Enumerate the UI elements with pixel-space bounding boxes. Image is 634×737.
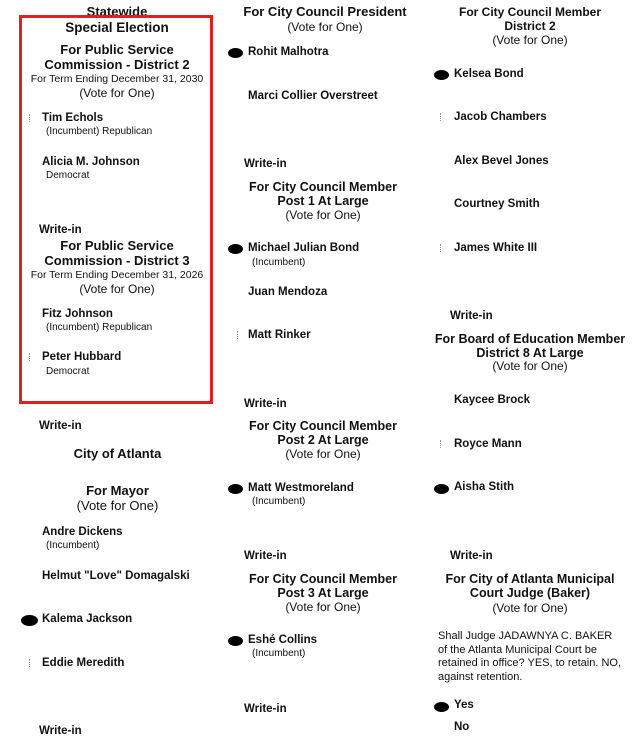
council-president-vote-for-one: (Vote for One) (287, 20, 363, 34)
judge-vote-for-one: (Vote for One) (492, 601, 568, 615)
write-in-label: Write-in (450, 550, 493, 562)
mayor-title: For Mayor (86, 483, 149, 498)
candidate-name: Alex Bevel Jones (454, 155, 549, 167)
candidate-name: Alicia M. Johnson (42, 156, 140, 168)
judge-title-line2: Court Judge (Baker) (469, 586, 591, 600)
write-in-label: Write-in (39, 420, 82, 432)
candidate-note: (Incumbent) (252, 648, 306, 659)
option-yes: Yes (454, 699, 474, 711)
post2-title-line2: Post 2 At Large (277, 433, 369, 447)
write-in-label: Write-in (244, 398, 287, 410)
statewide-heading: Statewide (86, 4, 148, 19)
vote-oval-filled[interactable] (434, 70, 449, 80)
candidate-name: Kelsea Bond (454, 68, 524, 80)
vote-oval[interactable] (29, 659, 32, 667)
post2-title-line1: For City Council Member (249, 419, 397, 433)
candidate-name: Michael Julian Bond (248, 242, 360, 254)
vote-oval[interactable] (440, 113, 443, 121)
vote-oval[interactable] (237, 331, 240, 339)
vote-oval-filled[interactable] (434, 702, 449, 712)
vote-oval[interactable] (440, 440, 443, 448)
post2-vote-for-one: (Vote for One) (285, 447, 361, 461)
psc2-title-line2: Commission - District 2 (44, 57, 190, 72)
candidate-name: Kaycee Brock (454, 394, 531, 406)
post1-title-line2: Post 1 At Large (277, 194, 369, 208)
write-in-label: Write-in (244, 703, 287, 715)
write-in-label: Write-in (244, 158, 287, 170)
post3-vote-for-one: (Vote for One) (285, 600, 361, 614)
candidate-name: Kalema Jackson (42, 613, 133, 625)
candidate-note: (Incumbent) Republican (46, 126, 153, 137)
education-vote-for-one: (Vote for One) (492, 359, 568, 373)
post1-title-line1: For City Council Member (249, 180, 397, 194)
psc3-term: For Term Ending December 31, 2026 (30, 269, 204, 281)
candidate-name: Helmut "Love" Domagalski (42, 570, 190, 582)
vote-oval[interactable] (29, 353, 32, 361)
candidate-name: Eddie Meredith (42, 657, 125, 669)
special-election-heading: Special Election (65, 20, 169, 35)
candidate-name: Peter Hubbard (42, 351, 122, 363)
post3-title-line1: For City Council Member (249, 572, 397, 586)
candidate-name: Matt Rinker (248, 329, 311, 341)
write-in-label: Write-in (39, 725, 82, 737)
candidate-name: Tim Echols (42, 112, 104, 124)
vote-oval-filled[interactable] (228, 484, 243, 494)
vote-oval[interactable] (440, 244, 443, 252)
mayor-vote-for-one: (Vote for One) (76, 498, 159, 513)
psc2-vote-for-one: (Vote for One) (79, 86, 155, 100)
council-president-title: For City Council President (243, 4, 407, 19)
psc2-title-line1: For Public Service (60, 42, 174, 57)
education-title-line1: For Board of Education Member (434, 332, 626, 346)
judge-title-line1: For City of Atlanta Municipal (445, 572, 615, 586)
candidate-name: Rohit Malhotra (248, 46, 329, 58)
write-in-label: Write-in (39, 224, 82, 236)
candidate-name: Andre Dickens (42, 526, 123, 538)
candidate-note: (Incumbent) Republican (46, 322, 153, 333)
candidate-note: (Incumbent) (46, 540, 100, 551)
vote-oval-filled[interactable] (228, 636, 243, 646)
education-title-line2: District 8 At Large (476, 346, 584, 360)
vote-oval-filled[interactable] (434, 484, 449, 494)
candidate-name: Matt Westmoreland (248, 482, 354, 494)
candidate-name: Fitz Johnson (42, 308, 113, 320)
candidate-name: Eshé Collins (248, 634, 318, 646)
retention-question: Shall Judge JADAWNYA C. BAKER of the Atlanta Municipal Court be retained in office? YES, to retain. NO, against retention. (438, 630, 622, 683)
post1-vote-for-one: (Vote for One) (285, 208, 361, 222)
psc2-term: For Term Ending December 31, 2030 (30, 73, 204, 85)
district2-title-line1: For City Council Member (458, 5, 601, 19)
vote-oval[interactable] (29, 114, 32, 122)
post3-title-line2: Post 3 At Large (277, 586, 369, 600)
candidate-name: Jacob Chambers (454, 111, 547, 123)
candidate-note: (Incumbent) (252, 257, 306, 268)
candidate-note: Democrat (46, 366, 90, 377)
candidate-name: Royce Mann (454, 438, 522, 450)
city-of-atlanta-heading: City of Atlanta (73, 446, 162, 461)
candidate-note: (Incumbent) (252, 496, 306, 507)
vote-oval-filled[interactable] (228, 244, 243, 254)
candidate-name: Juan Mendoza (248, 286, 328, 298)
candidate-name: Aisha Stith (454, 481, 515, 493)
psc3-vote-for-one: (Vote for One) (79, 282, 155, 296)
candidate-note: Democrat (46, 170, 90, 181)
write-in-label: Write-in (450, 310, 493, 322)
vote-oval-filled[interactable] (228, 48, 243, 58)
district2-title-line2: District 2 (504, 19, 556, 33)
district2-vote-for-one: (Vote for One) (492, 33, 568, 47)
vote-oval-filled[interactable] (21, 615, 38, 626)
candidate-name: James White III (454, 242, 538, 254)
candidate-name: Marci Collier Overstreet (248, 90, 378, 102)
candidate-name: Courtney Smith (454, 198, 540, 210)
option-no: No (454, 721, 470, 733)
psc3-title-line2: Commission - District 3 (44, 253, 190, 268)
psc3-title-line1: For Public Service (60, 238, 174, 253)
write-in-label: Write-in (244, 550, 287, 562)
